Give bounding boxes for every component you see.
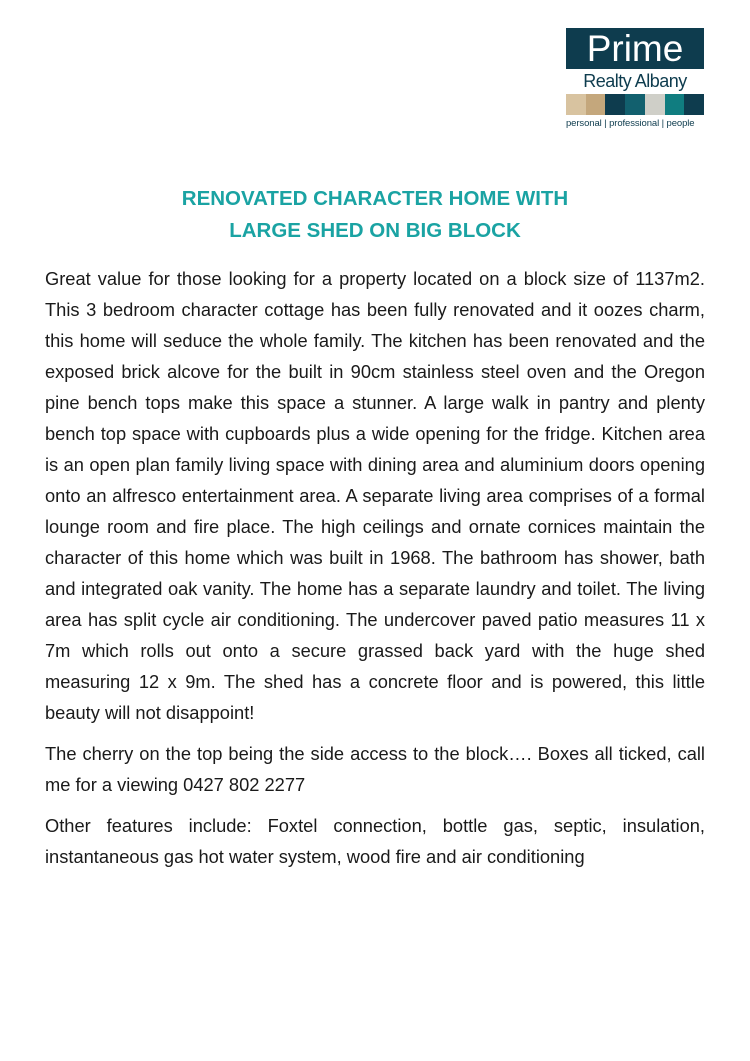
logo-subtitle: Realty Albany [583, 71, 687, 91]
logo-color-bar [625, 94, 645, 115]
logo-color-bar [605, 94, 625, 115]
listing-title [45, 183, 705, 247]
logo-tagline: personal | professional | people [566, 118, 695, 129]
features-paragraph: Other features include: Foxtel connection, bottle gas, septic, insulation, instantaneous gas hot water system, wood fire and air conditioning [45, 815, 705, 867]
logo-brand: Prime [566, 28, 704, 69]
logo-color-bars [566, 94, 704, 115]
logo-color-bar [586, 94, 606, 115]
listing-description [45, 263, 705, 882]
logo-color-bar [645, 94, 665, 115]
logo-color-bar [684, 94, 704, 115]
prime-realty-logo [566, 28, 704, 130]
viewing-paragraph: The cherry on the top being the side access to the block…. Boxes all ticked, call me for a viewing 0427 802 2277 [45, 743, 705, 795]
listing-title-line-1: RENOVATED CHARACTER HOME WITH [181, 187, 569, 210]
description-paragraph: Great value for those looking for a property located on a block size of 1137m2. This 3 bedroom character cottage has been fully renovated and it oozes charm, this home will seduce the whole family. The kitchen has been renovated and the exposed brick alcove for the built in 90cm stainless steel oven and the Oregon pine bench tops make this space a stunner. A large walk in pantry and plenty bench top space with cupboards plus a wide opening for the fridge. Kitchen area is an open plan family living space with dining area and aluminium doors opening onto an alfresco entertainment area. A separate living area comprises of a formal lounge room and fire place. The high ceilings and ornate cornices maintain the character of this home which was built in 1968. The bathroom has shower, bath and integrated oak vanity. The home has a separate laundry and toilet. The living area has split cycle air conditioning. The undercover paved patio measures 11 x 7m which rolls out onto a secure grassed back yard with the huge shed measuring 12 x 9m. The shed has a concrete floor and is powered, this little beauty will not disappoint! [45, 268, 705, 723]
logo-color-bar [566, 94, 586, 115]
logo-color-bar [665, 94, 685, 115]
listing-title-line-2: LARGE SHED ON BIG BLOCK [229, 219, 521, 242]
